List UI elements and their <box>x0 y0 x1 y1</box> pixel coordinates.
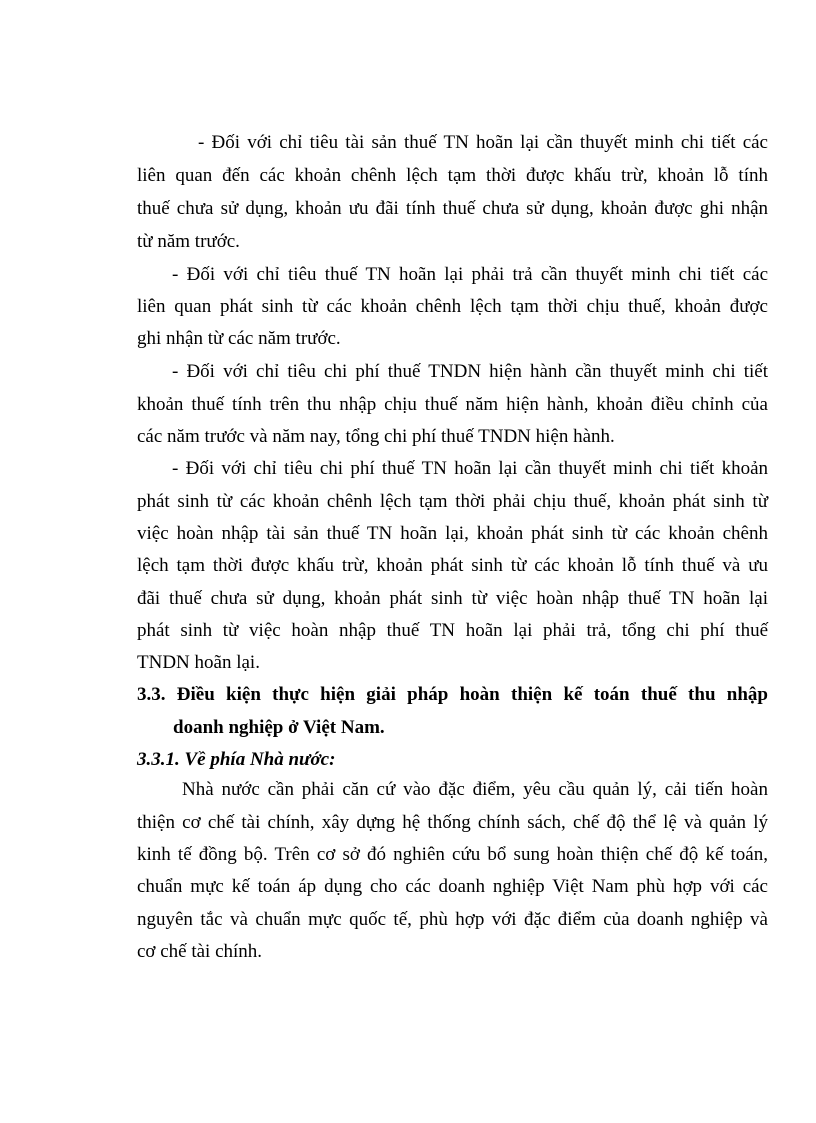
subsection-heading: 3.3.1. Về phía Nhà nước: <box>137 749 336 770</box>
closing-paragraph-line-5: nguyên tắc và chuẩn mực quốc tế, phù hợp với đặc điểm của doanh nghiệp và <box>137 909 768 930</box>
paragraph-1-line-2: liên quan đến các khoản chênh lệch tạm thời được khấu trừ, khoản lỗ tính <box>137 165 768 186</box>
section-heading-line-2: doanh nghiệp ở Việt Nam. <box>173 717 385 738</box>
paragraph-1-line-3: thuế chưa sử dụng, khoản ưu đãi tính thuế chưa sử dụng, khoản được ghi nhận <box>137 198 768 219</box>
paragraph-2-line-3: ghi nhận từ các năm trước. <box>137 328 341 349</box>
closing-paragraph-line-2: thiện cơ chế tài chính, xây dựng hệ thống chính sách, chế độ thể lệ và quản lý <box>137 812 768 833</box>
paragraph-4-line-5: đãi thuế chưa sử dụng, khoản phát sinh từ việc hoàn nhập thuế TN hoãn lại <box>137 588 768 609</box>
paragraph-3-line-2: khoản thuế tính trên thu nhập chịu thuế năm hiện hành, khoản điều chỉnh của <box>137 394 768 415</box>
closing-paragraph-line-6: cơ chế tài chính. <box>137 941 263 962</box>
paragraph-4-line-1: - Đối với chỉ tiêu chi phí thuế TN hoãn lại cần thuyết minh chi tiết khoản <box>172 458 768 479</box>
paragraph-4-line-6: phát sinh từ việc hoàn nhập thuế TN hoãn lại phải trả, tổng chi phí thuế <box>137 620 768 641</box>
paragraph-4-line-2: phát sinh từ các khoản chênh lệch tạm thời phải chịu thuế, khoản phát sinh từ <box>137 491 768 512</box>
closing-paragraph-line-3: kinh tế đồng bộ. Trên cơ sở đó nghiên cứu bổ sung hoàn thiện chế độ kế toán, <box>137 844 768 865</box>
section-heading-line-1: 3.3. Điều kiện thực hiện giải pháp hoàn thiện kế toán thuế thu nhập <box>137 684 768 705</box>
paragraph-4-line-4: lệch tạm thời được khấu trừ, khoản phát sinh từ các khoản lỗ tính thuế và ưu <box>137 555 768 576</box>
paragraph-1-line-1: - Đối với chỉ tiêu tài sản thuế TN hoãn lại cần thuyết minh chi tiết các <box>198 132 768 153</box>
paragraph-4-line-3: việc hoàn nhập tài sản thuế TN hoãn lại, khoản phát sinh từ các khoản chênh <box>137 523 768 544</box>
paragraph-4-line-7: TNDN hoãn lại. <box>137 652 260 673</box>
paragraph-3-line-3: các năm trước và năm nay, tổng chi phí thuế TNDN hiện hành. <box>137 426 615 447</box>
paragraph-2-line-1: - Đối với chỉ tiêu thuế TN hoãn lại phải trả cần thuyết minh chi tiết các <box>172 264 768 285</box>
paragraph-3-line-1: - Đối với chỉ tiêu chi phí thuế TNDN hiện hành cần thuyết minh chi tiết <box>172 361 768 382</box>
closing-paragraph-line-4: chuẩn mực kế toán áp dụng cho các doanh nghiệp Việt Nam phù hợp với các <box>137 876 768 897</box>
paragraph-1-line-4: từ năm trước. <box>137 231 240 252</box>
paragraph-2-line-2: liên quan phát sinh từ các khoản chênh lệch tạm thời chịu thuế, khoản được <box>137 296 768 317</box>
closing-paragraph-line-1: Nhà nước cần phải căn cứ vào đặc điểm, yêu cầu quản lý, cải tiến hoàn <box>182 779 768 800</box>
